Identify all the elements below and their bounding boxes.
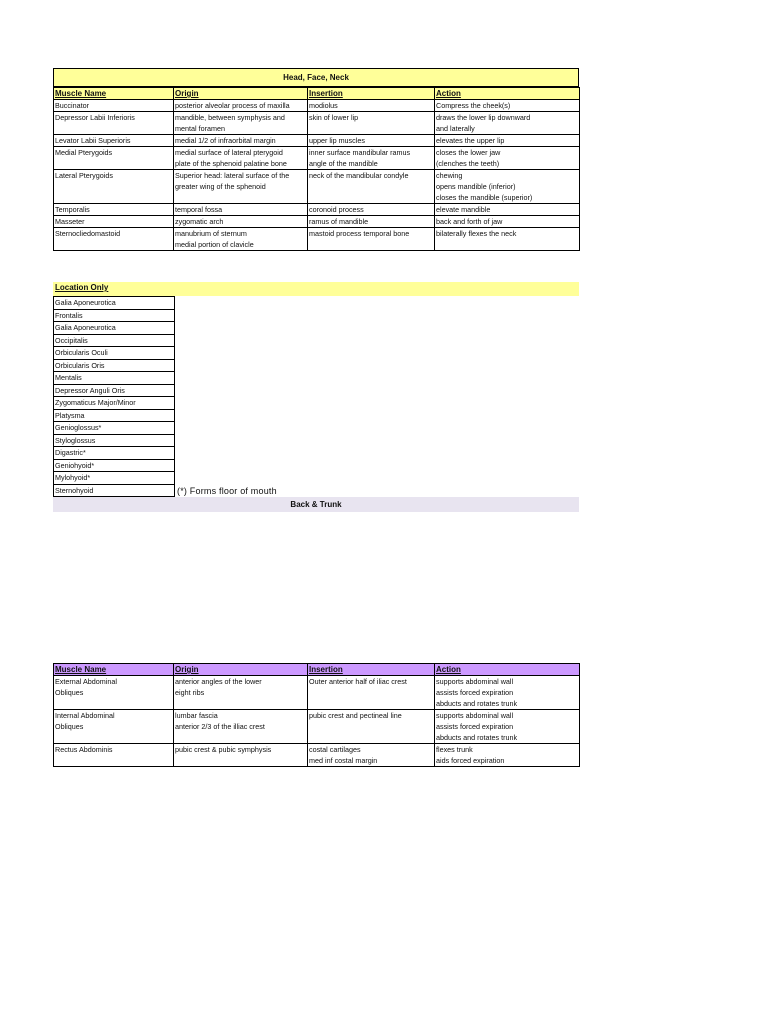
cell-text: skin of lower lip (309, 113, 359, 122)
cell-text: manubrium of sternum (175, 229, 247, 238)
cell-name (54, 676, 174, 710)
cell-text: zygomatic arch (175, 217, 224, 226)
cell-text: flexes trunk (436, 745, 473, 754)
list-item-label: Mentalis (54, 372, 175, 385)
cell-insertion (308, 744, 435, 767)
cell-text: costal cartilages (309, 745, 361, 754)
cell-text: mastoid process temporal bone (309, 229, 410, 238)
list-item (54, 397, 175, 410)
location-only-list (53, 296, 175, 497)
table-row (54, 100, 580, 112)
cell-action (435, 216, 580, 228)
cell-name (54, 135, 174, 147)
cell-text: closes the mandible (superior) (436, 193, 533, 202)
cell-text: anterior 2/3 of the illiac crest (175, 722, 265, 731)
cell-name (54, 100, 174, 112)
cell-text: med inf costal margin (309, 756, 378, 765)
list-item (54, 434, 175, 447)
cell-text: pubic crest & pubic symphysis (175, 745, 272, 754)
list-item (54, 447, 175, 460)
cell-text: neck of the mandibular condyle (309, 171, 409, 180)
cell-action (435, 204, 580, 216)
cell-action (435, 744, 580, 767)
cell-origin (174, 135, 308, 147)
cell-text: Temporalis (55, 205, 90, 214)
column-header-insertion: Insertion (308, 664, 435, 676)
location-section-band (53, 282, 579, 296)
cell-text: back and forth of jaw (436, 217, 503, 226)
back-trunk-section-title: Back & Trunk (53, 497, 579, 512)
cell-insertion (308, 710, 435, 744)
cell-text: and laterally (436, 124, 475, 133)
cell-text: Internal Abdominal (55, 711, 115, 720)
cell-text: bilaterally flexes the neck (436, 229, 517, 238)
cell-text: closes the lower jaw (436, 148, 501, 157)
cell-name (54, 216, 174, 228)
cell-text: opens mandible (inferior) (436, 182, 516, 191)
cell-insertion (308, 100, 435, 112)
cell-text: upper lip muscles (309, 136, 365, 145)
cell-insertion (308, 112, 435, 135)
list-item-label: Galia Aponeurotica (54, 322, 175, 335)
table-row (54, 204, 580, 216)
cell-text: inner surface mandibular ramus (309, 148, 411, 157)
cell-text: medial portion of clavicle (175, 240, 254, 249)
list-item-label: Zygomaticus Major/Minor (54, 397, 175, 410)
cell-text: chewing (436, 171, 463, 180)
cell-text: temporal fossa (175, 205, 223, 214)
head-section-title: Head, Face, Neck (53, 68, 579, 87)
column-header-muscle-name: Muscle Name (54, 664, 174, 676)
head-muscle-table (53, 87, 580, 251)
cell-insertion (308, 170, 435, 204)
list-item (54, 347, 175, 360)
cell-text: abducts and rotates trunk (436, 699, 518, 708)
cell-text: mental foramen (175, 124, 225, 133)
list-item-label: Frontalis (54, 309, 175, 322)
table-row (54, 147, 580, 170)
table-row (54, 710, 580, 744)
cell-text: Rectus Abdominis (55, 745, 113, 754)
column-header-origin: Origin (174, 88, 308, 100)
list-item (54, 459, 175, 472)
list-item (54, 484, 175, 497)
cell-text: pubic crest and pectineal line (309, 711, 402, 720)
cell-text: Buccinator (55, 101, 89, 110)
column-header-action: Action (435, 664, 580, 676)
list-item (54, 334, 175, 347)
cell-insertion (308, 135, 435, 147)
cell-origin (174, 676, 308, 710)
cell-name (54, 744, 174, 767)
cell-action (435, 710, 580, 744)
column-header-origin: Origin (174, 664, 308, 676)
cell-text: plate of the sphenoid palatine bone (175, 159, 287, 168)
cell-name (54, 147, 174, 170)
cell-text: modiolus (309, 101, 338, 110)
list-item-label: Styloglossus (54, 434, 175, 447)
cell-name (54, 204, 174, 216)
table-row (54, 744, 580, 767)
cell-action (435, 147, 580, 170)
table-row (54, 170, 580, 204)
cell-origin (174, 112, 308, 135)
list-item-label: Orbicularis Oris (54, 359, 175, 372)
cell-text: elevate mandible (436, 205, 491, 214)
cell-insertion (308, 228, 435, 251)
list-item (54, 322, 175, 335)
list-item (54, 409, 175, 422)
cell-text: Sternocliedomastoid (55, 229, 121, 238)
trunk-muscle-table (53, 663, 580, 767)
list-item-label: Orbicularis Oculi (54, 347, 175, 360)
list-item-label: Occipitalis (54, 334, 175, 347)
cell-text: greater wing of the sphenoid (175, 182, 266, 191)
cell-origin (174, 710, 308, 744)
list-item (54, 359, 175, 372)
cell-text: aids forced expiration (436, 756, 505, 765)
cell-text: (clenches the teeth) (436, 159, 500, 168)
list-item-label: Geniohyoid* (54, 459, 175, 472)
list-item-label: Genioglossus* (54, 422, 175, 435)
cell-origin (174, 228, 308, 251)
table-row (54, 112, 580, 135)
list-item-label: Sternohyoid (54, 484, 175, 497)
cell-origin (174, 204, 308, 216)
cell-text: External Abdominal (55, 677, 117, 686)
trunk-table-header-row (54, 664, 580, 676)
cell-text: Compress the cheek(s) (436, 101, 511, 110)
list-item (54, 472, 175, 485)
table-row (54, 216, 580, 228)
list-item-label: Galia Aponeurotica (54, 297, 175, 310)
head-table-header-row (54, 88, 580, 100)
list-item (54, 297, 175, 310)
cell-action (435, 676, 580, 710)
cell-text: Medial Pterygoids (55, 148, 113, 157)
cell-text: draws the lower lip downward (436, 113, 531, 122)
cell-text: mandible, between symphysis and (175, 113, 285, 122)
cell-insertion (308, 147, 435, 170)
cell-name (54, 228, 174, 251)
cell-text: assists forced expiration (436, 688, 514, 697)
list-item-label: Mylohyoid* (54, 472, 175, 485)
table-row (54, 228, 580, 251)
cell-insertion (308, 204, 435, 216)
table-row (54, 135, 580, 147)
cell-text: lumbar fascia (175, 711, 218, 720)
cell-text: supports abdominal wall (436, 711, 514, 720)
column-header-muscle-name: Muscle Name (54, 88, 174, 100)
cell-text: Levator Labii Superioris (55, 136, 131, 145)
list-item-label: Platysma (54, 409, 175, 422)
cell-origin (174, 100, 308, 112)
cell-text: Lateral Pterygoids (55, 171, 113, 180)
floor-of-mouth-footnote: (*) Forms floor of mouth (177, 486, 277, 496)
cell-origin (174, 170, 308, 204)
list-item (54, 384, 175, 397)
cell-text: Outer anterior half of iliac crest (309, 677, 407, 686)
cell-text: supports abdominal wall (436, 677, 514, 686)
cell-text: anterior angles of the lower (175, 677, 262, 686)
cell-text: medial surface of lateral pterygoid (175, 148, 283, 157)
cell-text: Obliques (55, 722, 84, 731)
table-row (54, 676, 580, 710)
cell-text: Depressor Labii Inferioris (55, 113, 135, 122)
cell-action (435, 100, 580, 112)
cell-origin (174, 147, 308, 170)
cell-text: assists forced expiration (436, 722, 514, 731)
cell-text: abducts and rotates trunk (436, 733, 518, 742)
column-header-insertion: Insertion (308, 88, 435, 100)
list-item-label: Digastric* (54, 447, 175, 460)
cell-text: Masseter (55, 217, 85, 226)
cell-action (435, 228, 580, 251)
list-item-label: Depressor Anguli Oris (54, 384, 175, 397)
cell-text: elevates the upper lip (436, 136, 505, 145)
column-header-action: Action (435, 88, 580, 100)
cell-text: ramus of mandible (309, 217, 369, 226)
cell-text: medial 1/2 of infraorbital margin (175, 136, 276, 145)
list-item (54, 422, 175, 435)
cell-insertion (308, 676, 435, 710)
cell-action (435, 135, 580, 147)
cell-name (54, 112, 174, 135)
location-section-title: Location Only (55, 283, 109, 292)
cell-origin (174, 744, 308, 767)
cell-text: angle of the mandible (309, 159, 378, 168)
cell-text: posterior alveolar process of maxilla (175, 101, 290, 110)
cell-name (54, 710, 174, 744)
list-item (54, 309, 175, 322)
cell-insertion (308, 216, 435, 228)
cell-origin (174, 216, 308, 228)
cell-name (54, 170, 174, 204)
cell-text: Obliques (55, 688, 84, 697)
cell-text: eight ribs (175, 688, 205, 697)
cell-action (435, 170, 580, 204)
cell-text: coronoid process (309, 205, 364, 214)
cell-action (435, 112, 580, 135)
cell-text: Superior head: lateral surface of the (175, 171, 290, 180)
list-item (54, 372, 175, 385)
